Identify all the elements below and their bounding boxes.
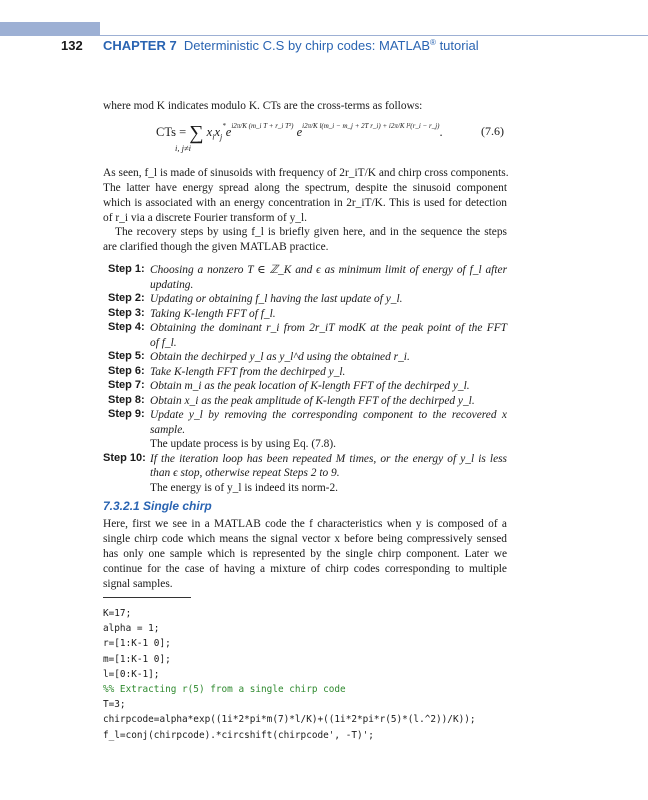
step-text: of f_l. (150, 336, 177, 349)
step-item (103, 263, 507, 292)
step-item (103, 307, 507, 322)
code-line: chirpcode=alpha*exp((1i*2*pi*m(7)*l/K)+((1i*2*pi*r(5)*(l.^2))/K)); (103, 714, 476, 726)
chapter-title: Deterministic C.S by chirp codes: MATLAB (183, 38, 431, 53)
code-line: K=17; (103, 608, 132, 619)
step-label: Step 8: (108, 393, 145, 406)
para2-line1: The recovery steps by using f_l is briefly given here, and in the sequence the steps (115, 226, 507, 238)
step-item (103, 452, 507, 496)
equation-7-6: CTs = ∑ $x_ix_j^*e^{i2\pi/K (m\_i T + r\_i T^2)}$ $e^{i2\pi/K l(m\_i - m\_j + 2T r\_i) + i2\pi/K l^2(r\_i - r\_j)}$. (156, 122, 443, 144)
chapter-heading (103, 38, 479, 53)
matlab-code-listing (103, 606, 476, 743)
step-label: Step 2: (108, 292, 145, 304)
page-number: 132 (61, 38, 83, 53)
recovery-steps-list (103, 263, 507, 495)
code-line: m=[1:K-1 0]; (103, 653, 171, 665)
step-item (103, 292, 507, 307)
para1-line2: The latter have energy spread along the spectrum, despite the sinusoid component (103, 182, 507, 194)
step-item (103, 350, 507, 365)
para2-line2: are clarified though the given MATLAB practice. (103, 241, 329, 253)
step-text: updating. (150, 278, 194, 291)
sum-symbol: ∑ (189, 122, 204, 144)
eq-exponent-2: i2π/K l(m_i − m_j + 2T r_i) + i2π/K l²(r_i − r_j) (302, 122, 440, 130)
code-separator-rule (103, 597, 191, 598)
code-line: alpha = 1; (103, 623, 160, 635)
section-line: continue for the case of having a mixture of chirp codes corresponding to multiple (103, 563, 507, 575)
step-text: If the iteration loop has been repeated M times, or the energy of y_l is less (150, 452, 507, 465)
step-text: Take K-length FFT from the dechirped y_l. (150, 365, 346, 378)
step-label: Step 6: (108, 364, 145, 377)
para1-line3: which is associated with an energy concentration in 2r_iT/K. This is used for detection (103, 197, 507, 209)
step-text: Update y_l by removing the corresponding component to the recovered x (150, 409, 507, 421)
step-text: than ϵ stop, otherwise repeat Steps 2 to 9. (150, 467, 340, 479)
step-item (103, 408, 507, 452)
step-item (103, 365, 507, 380)
step-text: sample. (150, 423, 186, 436)
step-label: Step 7: (108, 379, 145, 391)
code-line: r=[1:K-1 0]; (103, 638, 171, 650)
eq-sub-i: i (212, 132, 215, 142)
equation-number: (7.6) (481, 124, 504, 138)
section-line: signal samples. (103, 578, 173, 590)
chapter-suffix: tutorial (435, 38, 479, 53)
section-line: single chirp code which means the signal vector x before being compressively sensed (103, 533, 507, 545)
eq-end: . (439, 125, 443, 139)
para1-line4: of r_i via a discrete Fourier transform of y_l. (103, 212, 308, 224)
step-text: Obtain m_i as the peak location of K-length FFT of the dechirped y_l. (150, 380, 470, 392)
intro-line: where mod K indicates modulo K. CTs are the cross-terms as follows: (103, 100, 423, 112)
step-item (103, 394, 507, 409)
step-label: Step 4: (108, 321, 145, 333)
section-heading: 7.3.2.1 Single chirp (103, 499, 212, 513)
step-label: Step 3: (108, 306, 145, 319)
step-item (103, 379, 507, 394)
header-rule (100, 35, 648, 36)
section-line: has only one sample which is represented by the single chirp component. Later we (103, 548, 507, 560)
step-label: Step 9: (108, 408, 145, 420)
step-text: Choosing a nonzero T ∈ ℤ_K and ϵ as minimum limit of energy of f_l after (150, 264, 507, 276)
step-item (103, 321, 507, 350)
step-note: The energy is of y_l is indeed its norm-2. (150, 481, 339, 494)
registered-mark: ® (430, 38, 436, 47)
step-text: Obtain the dechirped y_l as y_l^d using the obtained r_i. (150, 351, 410, 363)
step-label: Step 5: (108, 350, 145, 362)
code-line: l=[0:K-1]; (103, 668, 160, 680)
chapter-label: CHAPTER 7 (103, 38, 177, 53)
header-color-band (0, 22, 100, 36)
step-text: Obtaining the dominant r_i from 2r_iT modK at the peak point of the FFT (150, 322, 507, 334)
step-label: Step 10: (103, 451, 146, 464)
eq-sum-index: i, j≠i (175, 143, 191, 153)
eq-e2: e (293, 125, 303, 139)
eq-x: x (203, 125, 213, 139)
step-text: Updating or obtaining f_l having the last update of y_l. (150, 293, 403, 305)
para1-line1: As seen, f_l is made of sinusoids with frequency of 2r_iT/K and chirp cross components. (103, 167, 509, 179)
eq-lhs: CTs = (156, 125, 190, 139)
eq-exponent-1: i2π/K (m_i T + r_i T²) (231, 122, 294, 130)
code-comment-line: %% Extracting r(5) from a single chirp code (103, 684, 346, 696)
eq-sub-j: j (220, 132, 223, 142)
step-note: The update process is by using Eq. (7.8). (150, 438, 337, 450)
code-line: T=3; (103, 699, 126, 711)
eq-star: * (222, 122, 226, 130)
section-line: Here, first we see in a MATLAB code the f characteristics when y is composed of a (103, 518, 507, 530)
step-text: Obtain x_i as the peak amplitude of K-length FFT of the dechirped y_l. (150, 394, 475, 407)
step-text: Taking K-length FFT of f_l. (150, 307, 276, 320)
eq-x2: x (214, 125, 221, 139)
step-label: Step 1: (108, 263, 145, 275)
code-line: f_l=conj(chirpcode).*circshift(chirpcode', -T)'; (103, 729, 374, 741)
